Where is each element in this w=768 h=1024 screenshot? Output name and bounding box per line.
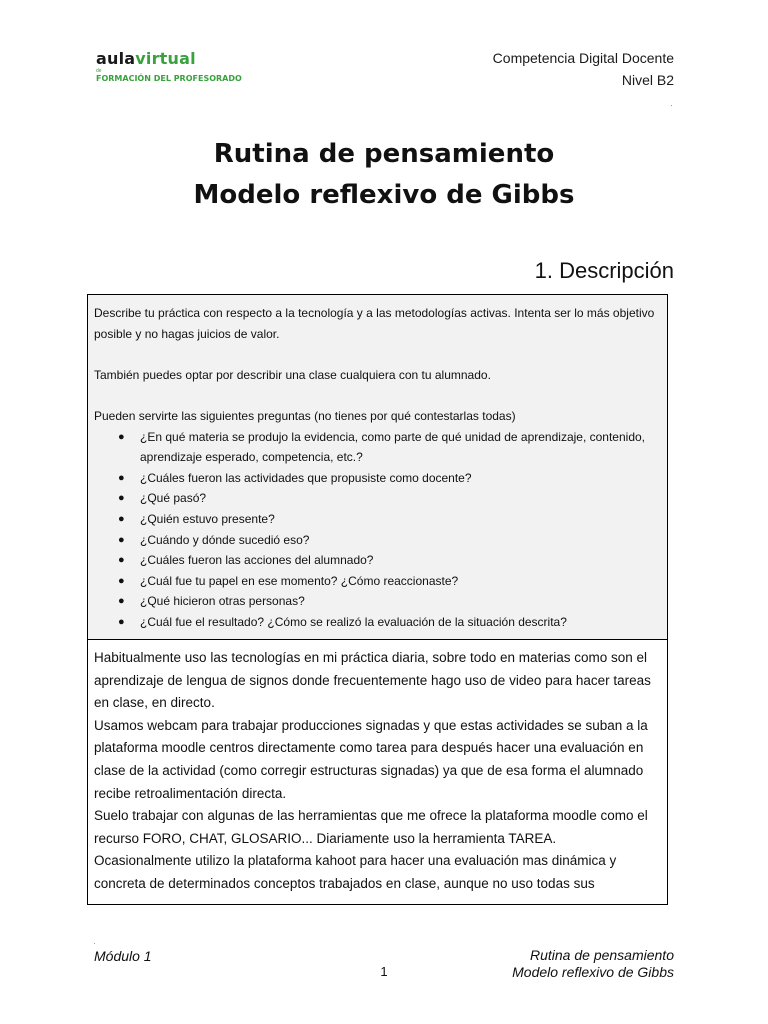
answer-paragraph: Suelo trabajar con algunas de las herramientas que me ofrece la plataforma moodle como el recurso FORO, CHAT, GLOSARIO... Diariamente uso la herramienta TAREA. xyxy=(94,808,648,846)
question-item xyxy=(94,488,661,509)
logo-wordmark-accent: virtual xyxy=(135,49,196,68)
question-item xyxy=(94,530,661,551)
page-title xyxy=(0,134,768,216)
aulavirtual-logo xyxy=(96,50,242,83)
instructions-box xyxy=(87,294,668,640)
bullet-icon: ● xyxy=(118,430,125,443)
header-course-title: Competencia Digital Docente xyxy=(492,50,674,66)
question-item xyxy=(94,427,661,468)
question-text: ¿En qué materia se produjo la evidencia, como parte de qué unidad de aprendizaje, contenido, aprendizaje esperado, competencia, etc.? xyxy=(140,429,646,465)
bullet-icon: ● xyxy=(118,512,125,525)
question-item xyxy=(94,571,661,592)
answer-paragraph: Habitualmente uso las tecnologías en mi práctica diaria, sobre todo en materias como son el aprendizaje de lengua de signos donde frecuentemente hago uso de video para hacer tareas en clase, en directo. xyxy=(94,650,651,711)
footer-title-line2: Modelo reflexivo de Gibbs xyxy=(512,964,674,980)
question-item xyxy=(94,591,661,612)
header-level: Nivel B2 xyxy=(621,72,674,88)
question-text: ¿Cuál fue tu papel en ese momento? ¿Cómo reaccionaste? xyxy=(140,573,459,588)
footer-module: Módulo 1 xyxy=(94,948,152,964)
page-title-line2: Modelo reflexivo de Gibbs xyxy=(193,180,575,210)
answer-paragraph: Usamos webcam para trabajar producciones signadas y que estas actividades se suban a la plataforma moodle centros directamente como tarea para después hacer una evaluación en clase de la actividad (como corregir estructuras signadas) ya que de esa forma el alumnado recibe retroalimentación directa. xyxy=(94,717,648,801)
footer-document-title xyxy=(512,947,674,981)
bullet-icon: ● xyxy=(118,595,125,608)
instructions-paragraph: También puedes optar por describir una clase cualquiera con tu alumnado. xyxy=(94,367,491,382)
question-text: ¿Qué pasó? xyxy=(140,491,207,506)
logo-wordmark-prefix: aula xyxy=(96,49,136,68)
answer-box[interactable] xyxy=(87,639,668,905)
question-item xyxy=(94,509,661,530)
question-text: ¿Cuáles fueron las actividades que propusiste como docente? xyxy=(140,470,472,485)
bullet-icon: ● xyxy=(118,615,125,628)
answer-paragraph: Ocasionalmente utilizo la plataforma kahoot para hacer una evaluación mas dinámica y concreta de determinados conceptos trabajados en clase, aunque no uso todas sus xyxy=(94,853,617,891)
instructions-paragraph: Pueden servirte las siguientes preguntas (no tienes por qué contestarlas todas) xyxy=(94,408,516,423)
footer-title-line1: Rutina de pensamiento xyxy=(530,947,674,963)
question-list xyxy=(94,427,661,633)
page-header xyxy=(493,47,674,91)
footer-marker xyxy=(94,943,95,944)
section-heading: 1. Descripción xyxy=(534,258,674,283)
instructions-paragraph: Describe tu práctica con respecto a la tecnología y a las metodologías activas. Intenta ser lo más objetivo posible y no hagas juicios de valor. xyxy=(94,306,655,341)
page-number: 1 xyxy=(380,964,388,979)
question-text: ¿Quién estuvo presente? xyxy=(140,511,275,526)
bullet-icon: ● xyxy=(118,471,125,484)
logo-connector: de xyxy=(96,68,102,74)
page-title-line1: Rutina de pensamiento xyxy=(213,139,555,169)
bullet-icon: ● xyxy=(118,533,125,546)
question-item xyxy=(94,550,661,571)
header-marker xyxy=(671,105,672,106)
question-text: ¿Cuál fue el resultado? ¿Cómo se realizó la evaluación de la situación descrita? xyxy=(140,614,567,629)
logo-subtitle: FORMACIÓN DEL PROFESORADO xyxy=(96,74,242,83)
bullet-icon: ● xyxy=(118,554,125,567)
question-text: ¿Cuándo y dónde sucedió eso? xyxy=(140,532,310,547)
question-text: ¿Qué hicieron otras personas? xyxy=(140,594,305,609)
question-text: ¿Cuáles fueron las acciones del alumnado? xyxy=(140,553,374,568)
question-item xyxy=(94,468,661,489)
bullet-icon: ● xyxy=(118,492,125,505)
question-item xyxy=(94,612,661,633)
bullet-icon: ● xyxy=(118,574,125,587)
logo-wordmark xyxy=(96,50,242,68)
